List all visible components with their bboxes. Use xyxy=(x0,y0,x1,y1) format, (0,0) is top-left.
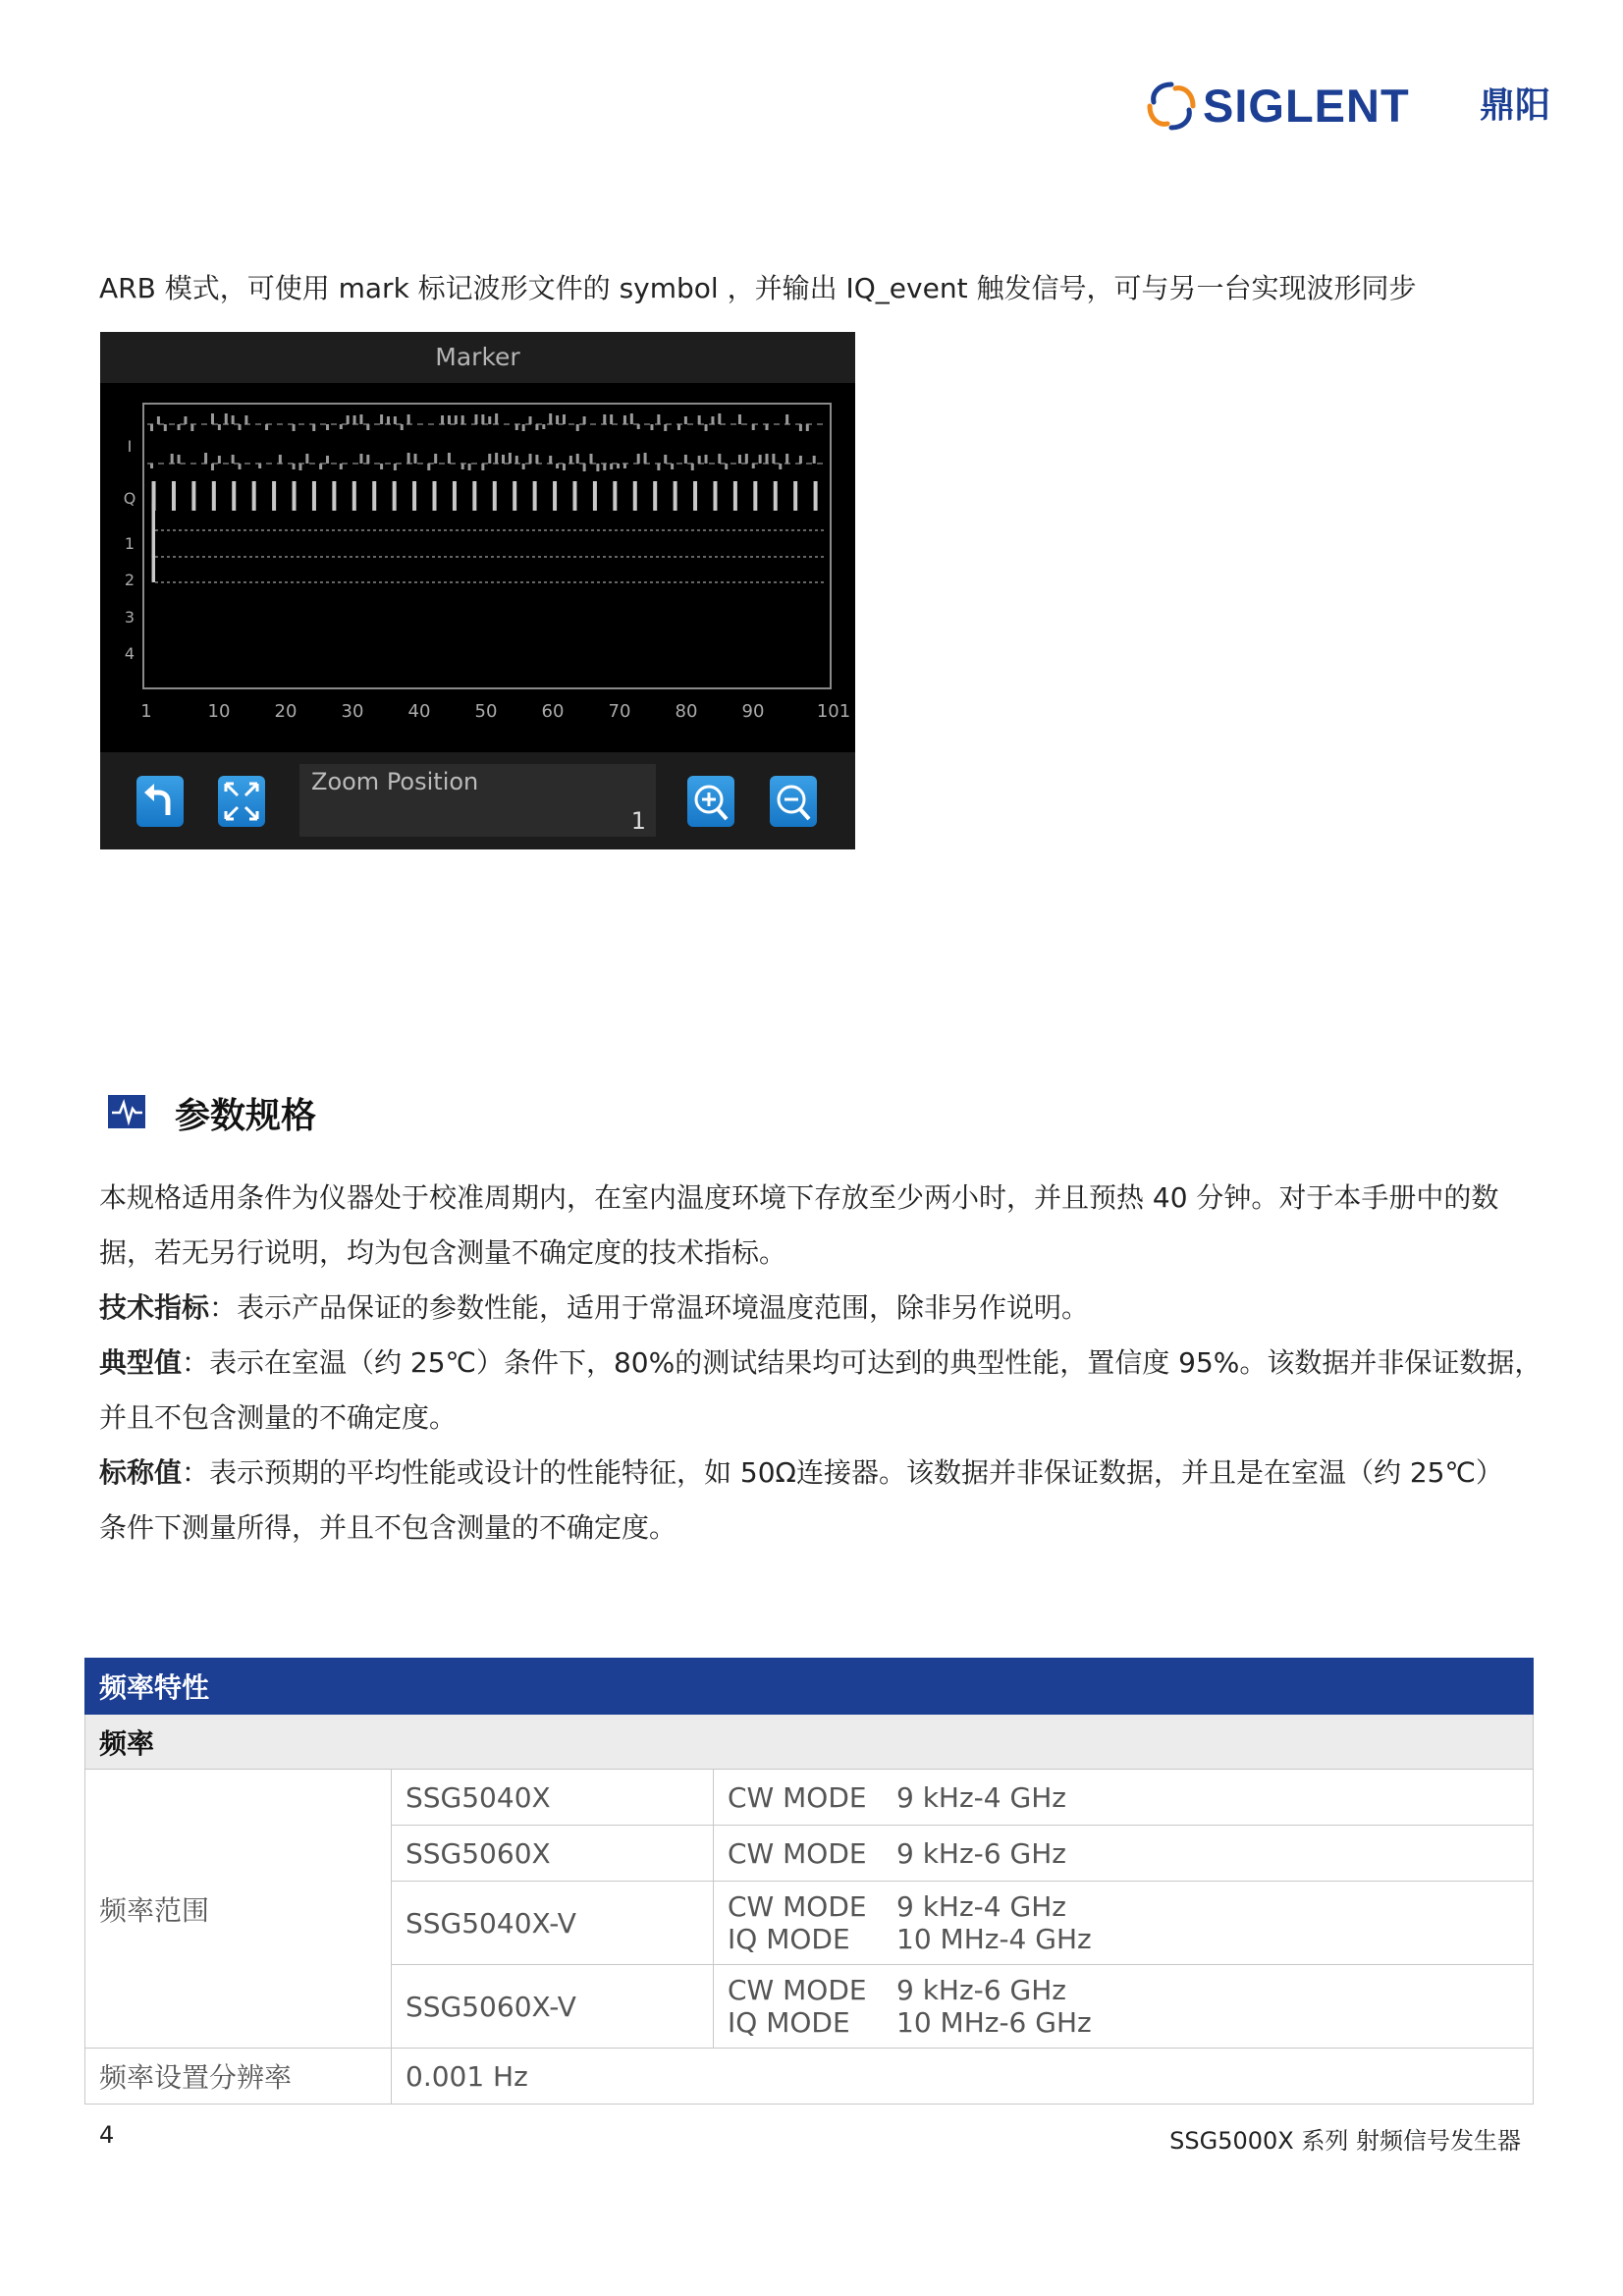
typical-label: 典型值 xyxy=(99,1346,183,1379)
iq-sample xyxy=(569,456,572,464)
iq-sample xyxy=(488,416,491,424)
marker1-pulse xyxy=(553,481,557,511)
iq-sample xyxy=(515,424,518,430)
iq-sample xyxy=(171,454,174,464)
iq-sample xyxy=(265,424,268,430)
x-tick-label: 20 xyxy=(274,701,298,722)
iq-sample xyxy=(359,454,362,464)
zoom-position-field[interactable] xyxy=(299,764,656,837)
zoom-out-icon xyxy=(770,776,817,827)
marker1-pulse xyxy=(372,481,376,511)
x-tick-label: 70 xyxy=(608,701,631,722)
iq-sample xyxy=(298,464,301,470)
iq-sample xyxy=(204,453,207,464)
marker1-pulse xyxy=(412,481,416,511)
iq-sample xyxy=(563,464,566,470)
iq-sample xyxy=(610,464,613,469)
marker-start-pulse xyxy=(152,529,156,557)
iq-sample xyxy=(603,464,606,470)
x-tick-label: 1 xyxy=(140,701,152,722)
tech-spec-label: 技术指标 xyxy=(99,1291,210,1324)
iq-sample xyxy=(211,464,214,470)
iq-sample xyxy=(738,414,741,424)
marker1-pulse xyxy=(613,481,617,511)
nominal-text-1: ：表示预期的平均性能或设计的性能特征，如 50Ω连接器。该数据并非保证数据，并且是在室温（约 25℃） xyxy=(182,1456,1503,1489)
iq-sample xyxy=(312,424,315,431)
row-label: 3 xyxy=(124,608,135,627)
iq-sample xyxy=(225,413,228,424)
iq-sample xyxy=(184,416,187,424)
iq-sample xyxy=(455,415,458,424)
row-label: I xyxy=(127,437,133,456)
marker1-pulse xyxy=(332,481,336,511)
iq-sample xyxy=(637,424,640,429)
brand-name: SIGLENT xyxy=(1203,80,1410,132)
iq-sample xyxy=(326,424,329,430)
iq-sample xyxy=(279,455,282,464)
iq-sample xyxy=(150,424,153,431)
marker1-pulse xyxy=(293,481,297,511)
iq-sample xyxy=(623,415,626,424)
footer-doc-title: SSG5000X 系列 射频信号发生器 xyxy=(1169,2127,1521,2155)
zoom-out-button[interactable] xyxy=(770,776,817,827)
plot-frame xyxy=(143,404,831,688)
iq-sample xyxy=(671,464,674,469)
iq-sample xyxy=(441,415,444,424)
iq-sample xyxy=(232,455,235,464)
iq-sample xyxy=(799,456,802,464)
marker1-pulse xyxy=(393,481,397,511)
iq-sample xyxy=(305,454,308,464)
iq-sample xyxy=(515,456,518,464)
typical-text-1: ：表示在室温（约 25℃）条件下，80%的测试结果均可达到的典型性能，置信度 95%。该数据并非保证数据， xyxy=(182,1346,1542,1379)
x-tick-label: 60 xyxy=(541,701,565,722)
tech-spec-text: ：表示产品保证的参数性能，适用于常温环境温度范围，除非另作说明。 xyxy=(209,1291,1090,1324)
marker1-pulse xyxy=(693,481,697,511)
iq-sample xyxy=(387,416,390,424)
iq-sample xyxy=(576,424,579,431)
iq-sample xyxy=(244,415,247,424)
fit-expand-icon xyxy=(218,776,265,827)
typical-line-1 xyxy=(99,1341,1542,1381)
marker-panel xyxy=(100,332,855,849)
iq-sample xyxy=(779,464,782,469)
marker1-pulse xyxy=(212,481,216,511)
iq-sample xyxy=(157,416,160,424)
iq-sample xyxy=(563,414,566,424)
iq-sample xyxy=(481,464,484,470)
iq-sample xyxy=(718,454,721,464)
iq-sample xyxy=(596,464,599,471)
iq-sample xyxy=(427,464,430,470)
resolution-label: 频率设置分辨率 xyxy=(85,2049,392,2105)
iq-sample xyxy=(556,415,559,424)
iq-sample xyxy=(535,455,538,464)
iq-sample xyxy=(684,416,687,424)
iq-sample xyxy=(623,464,626,468)
frequency-spec-table xyxy=(84,1658,1534,2105)
table-row xyxy=(85,1770,1534,1826)
page-number: 4 xyxy=(99,2121,115,2149)
iq-sample xyxy=(705,455,708,464)
iq-sample xyxy=(644,453,647,464)
iq-sample xyxy=(232,415,235,424)
spec-para-1-line-2: 据，若无另行说明，均为包含测量不确定度的技术指标。 xyxy=(99,1236,787,1269)
x-tick-label: 80 xyxy=(675,701,698,722)
panel-title: Marker xyxy=(100,332,855,383)
iq-sample xyxy=(190,424,193,431)
marker1-pulse xyxy=(674,481,677,511)
brand-name-cn: 鼎阳 xyxy=(1480,85,1551,126)
marker1-pulse xyxy=(352,481,356,511)
iq-sample xyxy=(650,424,653,430)
iq-sample xyxy=(353,415,356,424)
marker-plot xyxy=(100,383,855,752)
nominal-line-2: 条件下测量所得，并且不包含测量的不确定度。 xyxy=(99,1511,677,1544)
iq-sample xyxy=(657,414,660,424)
iq-sample xyxy=(799,424,802,431)
iq-sample xyxy=(522,464,525,469)
siglent-logo xyxy=(1144,77,1551,136)
iq-sample xyxy=(610,414,613,424)
iq-sample xyxy=(718,413,721,424)
iq-sample xyxy=(340,464,343,469)
marker1-pulse xyxy=(774,481,778,511)
marker1-pulse xyxy=(593,481,597,511)
marker1-pulse xyxy=(272,481,276,511)
x-tick-label: 30 xyxy=(341,701,364,722)
iq-sample xyxy=(495,453,498,464)
iq-sample xyxy=(657,464,660,470)
iq-sample xyxy=(535,424,538,430)
iq-sample xyxy=(806,424,809,431)
resolution-value: 0.001 Hz xyxy=(392,2049,1534,2105)
marker-start-pulse xyxy=(152,555,156,582)
siglent-swirl-icon xyxy=(1144,79,1199,134)
iq-sample xyxy=(603,414,606,424)
back-arrow-icon xyxy=(136,776,184,827)
marker1-pulse xyxy=(733,481,737,511)
iq-sample xyxy=(347,415,350,424)
iq-sample xyxy=(698,456,701,464)
iq-sample xyxy=(481,414,484,424)
iq-sample xyxy=(725,464,728,469)
model-cell: SSG5040X xyxy=(392,1770,714,1826)
zoom-position-value: 1 xyxy=(630,807,646,835)
iq-sample xyxy=(164,424,167,431)
iq-sample xyxy=(522,424,525,431)
iq-sample xyxy=(549,413,552,424)
mode-cell: CW MODE 9 kHz-4 GHz IQ MODE 10 MHz-4 GHz xyxy=(714,1882,1534,1965)
iq-sample xyxy=(576,454,579,464)
iq-sample xyxy=(698,415,701,424)
table-row xyxy=(85,2049,1534,2105)
iq-sample xyxy=(617,464,620,468)
marker1-pulse xyxy=(713,481,717,511)
back-button[interactable] xyxy=(136,776,184,827)
iq-sample xyxy=(583,464,586,471)
iq-sample xyxy=(488,454,491,464)
iq-sample xyxy=(359,414,362,424)
x-tick-label: 50 xyxy=(474,701,498,722)
marker1-pulse xyxy=(172,481,176,511)
iq-sample xyxy=(414,454,417,464)
row-label: 1 xyxy=(124,534,135,553)
iq-sample xyxy=(434,454,437,464)
frequency-range-label: 频率范围 xyxy=(85,1770,392,2049)
table-header: 频率特性 xyxy=(85,1659,1534,1715)
table-subheader: 频率 xyxy=(85,1715,1534,1770)
typical-line-2: 并且不包含测量的不确定度。 xyxy=(99,1401,458,1434)
mode-cell: CW MODE 9 kHz-6 GHz IQ MODE 10 MHz-6 GHz xyxy=(714,1965,1534,2049)
marker1-pulse xyxy=(493,481,497,511)
iq-sample xyxy=(474,414,477,424)
iq-sample xyxy=(293,464,296,469)
iq-sample xyxy=(258,464,261,468)
zoom-in-button[interactable] xyxy=(687,776,734,827)
iq-sample xyxy=(752,464,755,468)
iq-sample xyxy=(590,454,593,464)
iq-sample xyxy=(677,424,680,430)
model-cell: SSG5060X xyxy=(392,1826,714,1882)
iq-sample xyxy=(664,424,667,431)
marker1-pulse xyxy=(191,481,195,511)
marker1-pulse xyxy=(633,481,637,511)
iq-sample xyxy=(366,424,369,430)
iq-sample xyxy=(813,456,816,464)
iq-sample xyxy=(407,414,410,424)
iq-sample xyxy=(529,454,532,464)
marker1-pulse xyxy=(753,481,757,511)
iq-sample xyxy=(495,413,498,424)
tech-spec-line xyxy=(99,1286,1089,1326)
marker1-pulse xyxy=(312,481,316,511)
iq-sample xyxy=(549,456,552,464)
iq-sample xyxy=(239,424,242,430)
spec-para-1-line-1: 本规格适用条件为仪器处于校准周期内，在室内温度环境下存放至少两小时，并且预热 40 分钟。对于本手册中的数 xyxy=(99,1181,1499,1214)
iq-sample xyxy=(759,455,762,464)
mode-cell: CW MODE 9 kHz-4 GHz xyxy=(714,1770,1534,1826)
nominal-line-1 xyxy=(99,1451,1503,1491)
row-label: 2 xyxy=(124,571,135,589)
mode-cell: CW MODE 9 kHz-6 GHz xyxy=(714,1826,1534,1882)
iq-sample xyxy=(218,456,221,464)
iq-sample xyxy=(394,416,397,424)
row-label: Q xyxy=(123,489,136,508)
iq-sample xyxy=(150,464,153,468)
iq-sample xyxy=(239,464,242,469)
iq-sample xyxy=(766,424,769,430)
iq-sample xyxy=(529,416,532,424)
iq-sample xyxy=(711,416,714,424)
zoom-position-label: Zoom Position xyxy=(311,768,479,795)
iq-sample xyxy=(407,453,410,464)
x-tick-label: 10 xyxy=(207,701,231,722)
iq-sample xyxy=(772,454,775,464)
iq-sample xyxy=(752,424,755,430)
fit-expand-button[interactable] xyxy=(218,776,265,827)
iq-sample xyxy=(380,464,383,469)
iq-sample xyxy=(394,464,397,470)
marker1-pulse xyxy=(533,481,537,511)
marker-start-pulse xyxy=(152,503,156,530)
iq-sample xyxy=(319,464,322,469)
iq-sample xyxy=(766,454,769,464)
iq-sample xyxy=(542,424,545,429)
iq-sample xyxy=(461,415,464,424)
section-title: 参数规格 xyxy=(175,1096,317,1136)
iq-sample xyxy=(293,424,296,431)
iq-sample xyxy=(461,464,464,469)
iq-sample xyxy=(705,424,708,431)
zoom-in-icon xyxy=(687,776,734,827)
iq-sample xyxy=(211,413,214,424)
marker1-pulse xyxy=(232,481,236,511)
marker1-pulse xyxy=(653,481,657,511)
model-cell: SSG5040X-V xyxy=(392,1882,714,1965)
nominal-label: 标称值 xyxy=(99,1456,183,1489)
iq-sample xyxy=(401,424,404,430)
iq-sample xyxy=(745,454,748,464)
arb-description: ARB 模式，可使用 mark 标记波形文件的 symbol ，并输出 IQ_event 触发信号，可与另一台实现波形同步 xyxy=(99,272,1417,304)
iq-sample xyxy=(340,424,343,429)
model-cell: SSG5060X-V xyxy=(392,1965,714,2049)
iq-sample xyxy=(380,414,383,424)
marker1-pulse xyxy=(513,481,516,511)
marker1-pulse xyxy=(472,481,476,511)
iq-sample xyxy=(366,455,369,464)
x-tick-label: 101 xyxy=(816,701,851,722)
iq-sample xyxy=(502,455,505,464)
iq-sample xyxy=(630,413,633,424)
iq-sample xyxy=(738,455,741,464)
iq-sample xyxy=(218,424,221,430)
iq-sample xyxy=(178,455,181,464)
x-tick-label: 40 xyxy=(407,701,431,722)
marker1-pulse xyxy=(814,481,818,511)
iq-sample xyxy=(556,464,559,468)
waveform-section-icon xyxy=(108,1095,145,1128)
iq-sample xyxy=(583,416,586,424)
x-tick-label: 90 xyxy=(741,701,765,722)
iq-sample xyxy=(684,455,687,464)
iq-sample xyxy=(448,453,451,464)
iq-sample xyxy=(785,454,788,464)
iq-sample xyxy=(637,454,640,464)
row-label: 4 xyxy=(124,644,135,663)
iq-sample xyxy=(448,415,451,424)
iq-sample xyxy=(326,456,329,464)
iq-sample xyxy=(509,453,512,464)
iq-sample xyxy=(785,414,788,424)
iq-sample xyxy=(468,464,471,470)
marker1-pulse xyxy=(252,481,256,511)
iq-sample xyxy=(691,464,694,470)
marker1-pulse xyxy=(433,481,437,511)
iq-sample xyxy=(178,424,181,430)
marker1-pulse xyxy=(572,481,576,511)
iq-sample xyxy=(664,455,667,464)
marker1-pulse xyxy=(453,481,457,511)
marker1-pulse xyxy=(793,481,797,511)
